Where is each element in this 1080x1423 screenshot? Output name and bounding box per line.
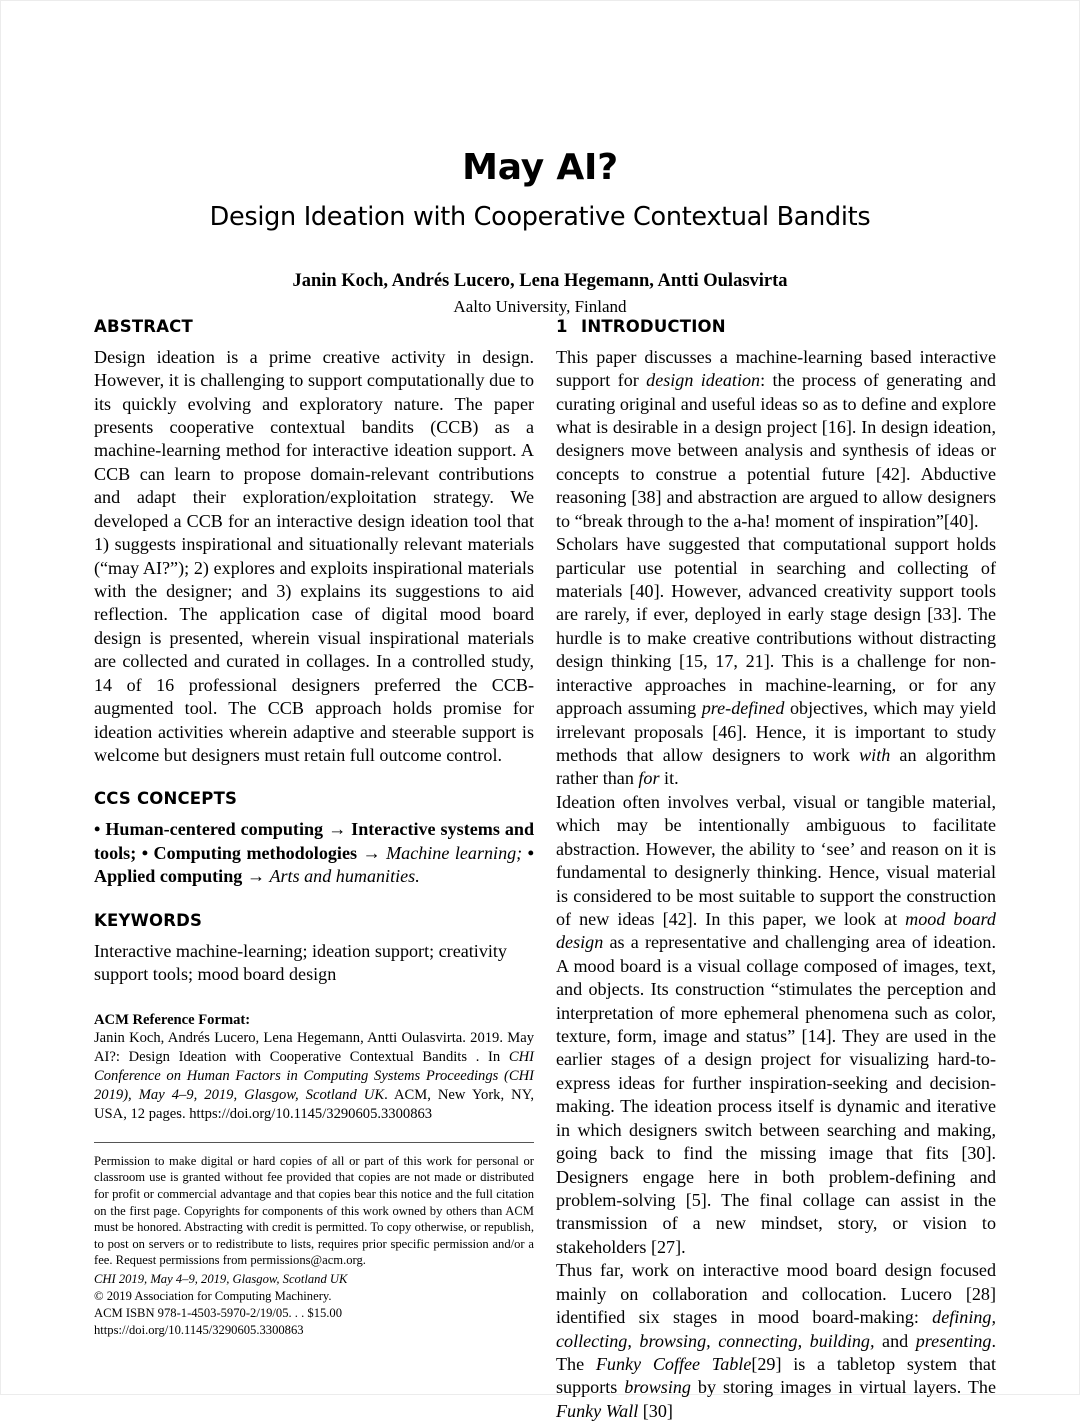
ccs-separator: ; — [516, 842, 523, 863]
ccs-category: Applied computing — [94, 866, 247, 887]
doi-line: https://doi.org/10.1145/3290605.3300863 — [94, 1323, 304, 1338]
author-list: Janin Koch, Andrés Lucero, Lena Hegemann, Antti Oulasvirta — [292, 271, 788, 292]
paragraph-text: and — [874, 1330, 916, 1351]
ccs-concepts-heading: CCS CONCEPTS — [94, 789, 238, 809]
ccs-arrow-icon: → — [328, 819, 352, 840]
body-paragraph — [556, 533, 996, 791]
ccs-concept: Interactive systems and tools — [94, 819, 535, 863]
body-paragraph — [556, 791, 996, 1259]
body-paragraph — [556, 346, 996, 533]
conference-line: CHI 2019, May 4–9, 2019, Glasgow, Scotland UK — [94, 1271, 348, 1286]
introduction-body — [556, 346, 996, 1423]
abstract-heading: ABSTRACT — [94, 317, 193, 336]
emphasis-text: mood board design — [556, 908, 996, 953]
ccs-category: Computing methodologies — [153, 842, 363, 863]
paragraph-text: Scholars have suggested that computational support holds particular use potential in searching and collecting of materials [40]. However, advanced creativity support tools are rarely, if ever, deployed in early stage design [33]. The hurdle is to make creative contributions without distracting design thinking [15, 17, 21]. This is a challenge for non-interactive approaches in machine-learning, or for any approach assuming — [556, 534, 996, 719]
page-subtitle: Design Ideation with Cooperative Contextual Bandits — [209, 201, 871, 232]
paragraph-text: : the process of generating and curating original and useful ideas so as to define and explore what is desirable in a design project [16]. In design ideation, designers move between analysis and synthesis of ideas or concepts to construe a potential future [42]. Abductive reasoning [38] and abstraction are argued to allow designers to “break through to the a-ha! moment of inspiration”[40]. — [556, 370, 996, 531]
emphasis-text: design ideation — [646, 370, 761, 391]
keywords-text: Interactive machine-learning; ideation support; creativity support tools; mood board design — [94, 940, 507, 985]
acm-reference-venue: CHI Conference on Human Factors in Computing Systems Proceedings (CHI 2019), May 4–9, 2019, Glasgow, Scotland UK — [94, 1049, 534, 1104]
affiliation: Aalto University, Finland — [453, 297, 627, 317]
divider-rule — [94, 1142, 534, 1143]
emphasis-text: Funky Coffee Table — [595, 1353, 752, 1374]
copyright-block — [94, 1271, 534, 1340]
permission-notice: Permission to make digital or hard copies of all or part of this work for personal or classroom use is granted without fee provided that copies are not made or distributed for profit or commercial advantage and that copies bear this notice and the full citation on the first page. Copyrights for components of this work owned by others than ACM must be honored. Abstracting with credit is permitted. To copy otherwise, or republish, to post on servers or to redistribute to lists, requires prior specific permission and/or a fee. Request permissions from permissions@acm.org. — [94, 1153, 534, 1268]
ccs-separator: . — [415, 866, 420, 887]
acm-reference-part2: . ACM, New York, NY, USA, 12 pages. https://doi.org/10.1145/3290605.3300863 — [94, 1087, 535, 1123]
paragraph-text: by storing images in virtual layers. The — [690, 1377, 996, 1398]
body-paragraph — [556, 1259, 996, 1423]
acm-reference-heading: ACM Reference Format: — [94, 1011, 251, 1028]
emphasis-text: defining, collecting, browsing, connecting, building, — [556, 1307, 996, 1351]
keywords-heading: KEYWORDS — [94, 910, 203, 930]
paragraph-text: This paper discusses a machine-learning based interactive support for — [556, 346, 996, 391]
emphasis-text: for — [638, 768, 660, 789]
ccs-concept: Arts and humanities — [269, 866, 416, 887]
ccs-concepts-list — [94, 818, 534, 889]
emphasis-text: browsing — [624, 1377, 691, 1398]
ccs-arrow-icon: → — [362, 842, 387, 863]
paragraph-text: . The — [556, 1330, 996, 1374]
left-column — [94, 317, 534, 1423]
paragraph-text: objectives, which may yield irrelevant proposals [46]. Hence, it is important to study methods that allow designers to work — [556, 698, 996, 765]
ccs-separator: ; — [130, 842, 137, 863]
introduction-heading — [556, 317, 996, 337]
ccs-concept: Machine learning — [386, 842, 517, 863]
page-title: May AI? — [462, 147, 618, 188]
paragraph-text: [30] — [638, 1400, 673, 1421]
copyright-line: © 2019 Association for Computing Machinery. — [94, 1288, 332, 1303]
acm-reference-format — [94, 1011, 534, 1124]
isbn-line: ACM ISBN 978-1-4503-5970-2/19/05. . . $15.00 — [94, 1305, 343, 1320]
emphasis-text: Funky Wall — [556, 1400, 639, 1421]
ccs-bullet: • — [522, 842, 535, 863]
acm-reference-part1: Janin Koch, Andrés Lucero, Lena Hegemann, Antti Oulasvirta. 2019. May AI?: Design Ideation with Cooperative Contextual Bandits . In — [94, 1030, 534, 1066]
section-number: 1 — [556, 317, 568, 336]
paragraph-text: Thus far, work on interactive mood board design focused mainly on collaboration and collocation. Lucero [28] identified six stages in mood board-making: — [556, 1260, 996, 1328]
paragraph-text: as a representative and challenging area of ideation. A mood board is a visual collage composed of images, text, and objects. Its construction “stimulates the perception and interpretation of more ephemeral phenomena such as color, texture, form, image and status” [14]. They are used in the earlier stages of a design project for visualizing hard-to-express ideas for further inspiration-seeking and decision-making. The ideation process itself is dynamic and iterative in which designers switch between searching and making, going back to find the missing image that fits [30]. Designers engage here in both problem-defining and problem-solving [5]. The final collage can assist in the transmission of a new mindset, story, or vision to stakeholders [27]. — [556, 932, 996, 1257]
ccs-bullet: • — [136, 842, 154, 863]
right-column — [556, 317, 996, 1423]
paragraph-text: it. — [659, 768, 679, 789]
ccs-category: Human-centered computing — [105, 819, 329, 840]
emphasis-text: presenting — [915, 1330, 992, 1351]
body-columns — [94, 317, 996, 1423]
section-title: INTRODUCTION — [581, 317, 726, 336]
paragraph-text: an algorithm rather than — [556, 744, 996, 789]
abstract-text: Design ideation is a prime creative activity in design. However, it is challenging to support computationally due to its quickly evolving and exploratory nature. The paper presents cooperative contextual bandits (CCB) as a machine-learning method for interactive ideation support. A CCB can learn to propose domain-relevant contributions and adapt their exploration/exploitation strategy. We developed a CCB for an interactive design ideation tool that 1) suggests inspirational and situationally relevant materials (“may AI?”); 2) explores and exploits inspirational materials with the designer; and 3) explains its suggestions to aid reflection. The application case of digital mood board design is presented, wherein visual inspirational materials are collected and curated in collages. In a controlled study, 14 of 16 professional designers preferred the CCB-augmented tool. The CCB approach holds promise for ideation activities wherein adaptive and steerable support is welcome but designers must retain full outcome control. — [94, 346, 534, 765]
ccs-arrow-icon: → — [246, 866, 270, 887]
paragraph-text: Ideation often involves verbal, visual or tangible material, which may be intentionally ambiguous to facilitate abstraction. However, the ability to ‘see’ and reason on it is fundamental to designerly thinking. Hence, visual material is considered to be most suitable to support the construction of new ideas [42]. In this paper, we look at — [556, 791, 996, 929]
emphasis-text: pre-defined — [701, 698, 785, 719]
ccs-bullet: • — [94, 819, 106, 840]
emphasis-text: with — [859, 744, 891, 765]
title-block — [1, 1, 1079, 317]
paragraph-text: [29] is a tabletop system that supports — [556, 1353, 996, 1398]
